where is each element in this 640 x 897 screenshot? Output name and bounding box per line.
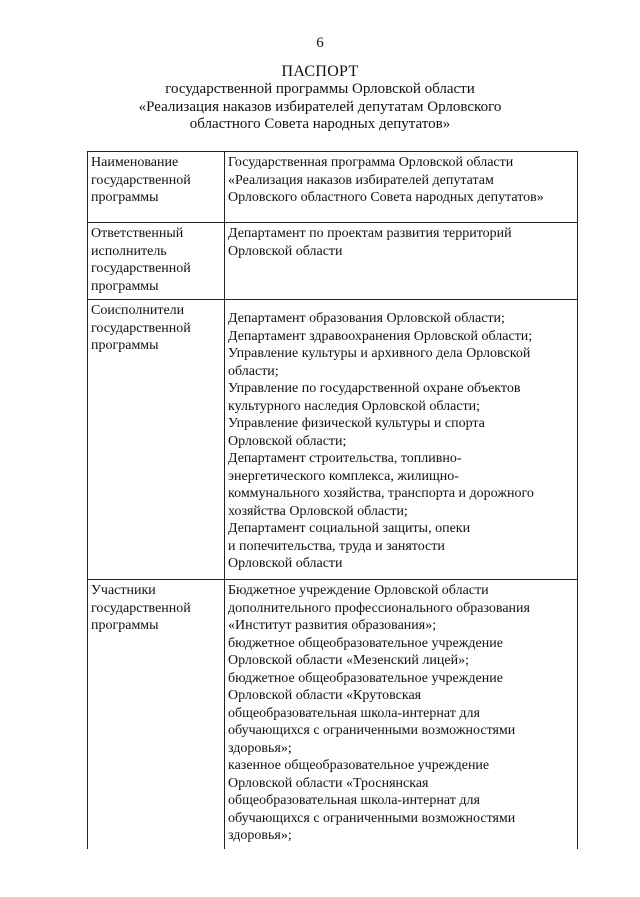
row-value-line: Орловской области «Троснянская [228, 775, 429, 791]
row-value-line: Департамент по проектам развития территорий [228, 226, 512, 241]
row-value-line: Орловской области [228, 556, 343, 571]
row-value-line: обучающихся с ограниченными возможностями [228, 723, 516, 738]
table-row [88, 223, 578, 300]
table-row [88, 580, 578, 849]
row-value-line: обучающихся с ограниченными возможностями [228, 810, 516, 826]
document-subtitle-line: областного Совета народных депутатов» [189, 116, 451, 132]
row-value-line: «Реализация наказов избирателей депутатам [228, 172, 494, 188]
row-value-line: общеобразовательная школа-интернат для [228, 705, 480, 721]
row-value-line: энергетического комплекса, жилищно- [228, 468, 459, 484]
table-row [88, 152, 578, 223]
row-value-line: Департамент образования Орловской области; [228, 311, 505, 326]
row-label-line: государственной [91, 172, 191, 188]
row-label-line: программы [91, 618, 159, 633]
row-value-line: Департамент здравоохранения Орловской области; [228, 328, 533, 344]
row-value-line: Управление физической культуры и спорта [228, 416, 485, 431]
table-row [88, 300, 578, 580]
row-label-cell [88, 223, 225, 300]
row-label-line: программы [91, 338, 159, 353]
row-label-line: программы [91, 278, 159, 294]
row-value-line: Орловской области; [228, 433, 347, 449]
row-label-line: государственной [91, 600, 191, 616]
row-label-cell [88, 580, 225, 849]
row-label-line: Наименование [91, 155, 179, 170]
row-value-line: Орловской области «Крутовская [228, 688, 422, 703]
row-label-line: исполнитель [91, 243, 167, 259]
row-value-line: области; [228, 363, 279, 379]
row-value-line: Орловской области «Мезенский лицей»; [228, 653, 469, 668]
row-value-line: Государственная программа Орловской области [228, 155, 514, 170]
row-value-line: Бюджетное учреждение Орловской области [228, 583, 489, 598]
document-subtitle-line: «Реализация наказов избирателей депутатам Орловского [138, 98, 502, 115]
row-value-line: Департамент социальной защиты, опеки [228, 521, 471, 536]
row-label-cell [88, 152, 225, 223]
row-value-line: казенное общеобразовательное учреждение [228, 758, 490, 773]
row-value-line: дополнительного профессионального образования [228, 600, 530, 616]
row-value-cell [225, 223, 578, 300]
document-subtitle-line: государственной программы Орловской области [165, 81, 475, 97]
row-value-line: бюджетное общеобразовательное учреждение [228, 635, 503, 651]
row-value-line: Департамент строительства, топливно- [228, 451, 462, 466]
row-value-cell [225, 300, 578, 580]
row-label-line: Ответственный [91, 226, 184, 241]
row-value-cell [225, 580, 578, 849]
row-label-line: программы [91, 190, 159, 205]
row-value-line: Управление по государственной охране объектов [228, 381, 521, 396]
row-label-line: государственной [91, 261, 191, 276]
page-number: 6 [316, 35, 324, 51]
passport-table [87, 151, 578, 849]
row-value-line: Орловской области [228, 243, 343, 259]
row-value-cell [225, 152, 578, 223]
row-value-line: хозяйства Орловской области; [228, 503, 408, 519]
row-value-line: Орловского областного Совета народных депутатов» [228, 190, 544, 205]
row-value-line: бюджетное общеобразовательное учреждение [228, 670, 503, 686]
row-label-cell [88, 300, 225, 580]
row-value-line: Управление культуры и архивного дела Орловской [228, 346, 531, 361]
row-value-line: здоровья»; [228, 740, 292, 756]
passport-table-body [88, 152, 578, 849]
row-label-line: Соисполнители [91, 303, 185, 318]
row-value-line: культурного наследия Орловской области; [228, 398, 481, 414]
row-value-line: общеобразовательная школа-интернат для [228, 793, 480, 808]
row-value-line: «Институт развития образования»; [228, 618, 437, 633]
document-header [0, 62, 640, 134]
row-value-line: и попечительства, труда и занятости [228, 538, 445, 554]
row-label-line: Участники [91, 583, 156, 598]
document-title: ПАСПОРТ [281, 63, 359, 80]
row-label-line: государственной [91, 320, 191, 336]
row-value-line: здоровья»; [228, 828, 292, 843]
row-value-line: коммунального хозяйства, транспорта и дорожного [228, 486, 534, 501]
